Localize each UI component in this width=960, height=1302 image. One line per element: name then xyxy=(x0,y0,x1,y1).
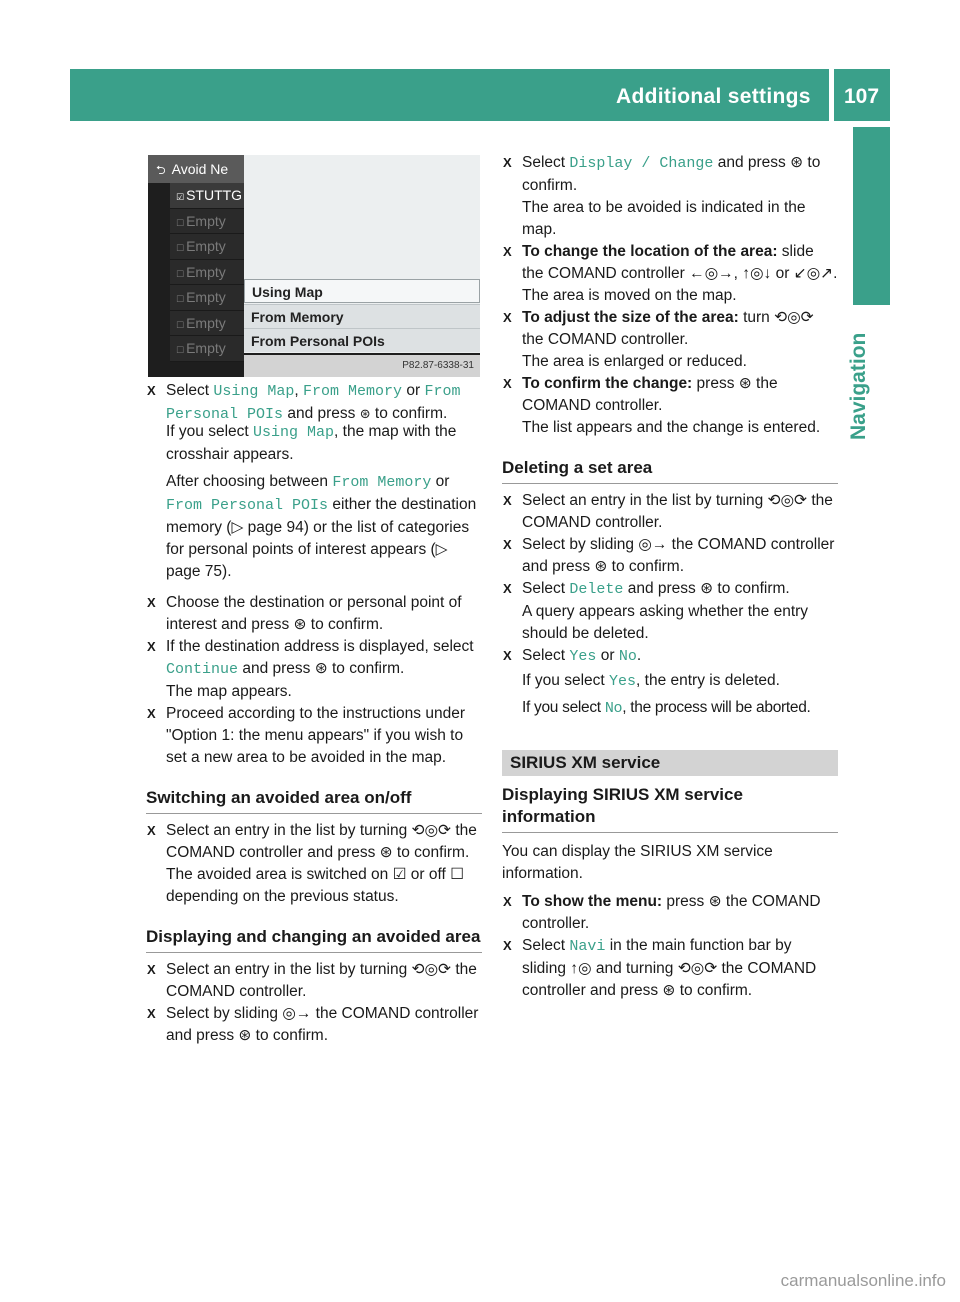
paragraph: If you select Yes, the entry is deleted. xyxy=(522,672,780,690)
image-caption: P82.87-6338-31 xyxy=(244,355,480,377)
instruction-step: X To confirm the change: press ⊛ the COMAND controller. The list appears and the change is entered. xyxy=(502,373,838,439)
instruction-step: X Select by sliding ◎→ the COMAND controller and press ⊛ to confirm. xyxy=(146,1003,482,1047)
list-item: ☐ Empty xyxy=(170,285,244,311)
instruction-step: X Select Delete and press ⊛ to confirm. A query appears asking whether the entry should be deleted. xyxy=(502,578,838,645)
paragraph: If you select Using Map, the map with the crosshair appears. xyxy=(166,423,457,463)
checkbox-icon: ☐ xyxy=(176,268,185,279)
paragraph: After choosing between From Memory or From Personal POIs either the destination memory (▷ page 94) or the list of categories for personal points of interest appears (▷ page 75). xyxy=(166,473,477,580)
page-number: 107 xyxy=(844,85,880,108)
comand-screen-image xyxy=(148,155,480,377)
checkbox-icon: ☐ xyxy=(176,217,185,228)
instruction-step: X Proceed according to the instructions under "Option 1: the menu appears" if you wish to set a new area to be avoided in the map. xyxy=(146,703,482,769)
instruction-step: X Choose the destination or personal point of interest and press ⊛ to confirm. xyxy=(146,592,482,636)
list-item: ☐ Empty xyxy=(170,234,244,260)
instruction-step: X To adjust the size of the area: turn ⟲◎⟳ the COMAND controller. The area is enlarged or reduced. xyxy=(502,307,838,373)
instruction-step: X Select an entry in the list by turning ⟲◎⟳ the COMAND controller. xyxy=(146,959,482,1003)
list-item: ☐ Empty xyxy=(170,209,244,235)
menu-item-from-personal-pois: From Personal POIs xyxy=(244,328,480,352)
page-title: Additional settings xyxy=(616,85,811,108)
list-item: ☐ Empty xyxy=(170,336,244,362)
right-column xyxy=(502,152,838,1002)
section-heading: Deleting a set area xyxy=(502,457,838,484)
list-item: ☐ Empty xyxy=(170,311,244,337)
left-column xyxy=(146,380,482,1047)
instruction-step: X Select Using Map, From Memory or From Personal POIs and press ⊛ to confirm. xyxy=(146,380,482,426)
back-icon: ⮌ xyxy=(156,163,166,177)
instruction-step: X Select an entry in the list by turning ⟲◎⟳ the COMAND controller and press ⊛ to confirm. The avoided area is switched on ☑ or off ☐ depending on the previous status. xyxy=(146,820,482,908)
section-heading: Displaying SIRIUS XM service information xyxy=(502,784,838,833)
instruction-step: X To change the location of the area: slide the COMAND controller ←◎→, ↑◎↓ or ↙◎↗. The area is moved on the map. xyxy=(502,241,838,307)
instruction-step: X Select Yes or No. xyxy=(502,645,838,668)
list-item: ☑ STUTTG xyxy=(170,183,244,209)
paragraph: If you select No, the process will be aborted. xyxy=(522,699,811,717)
instruction-step: X If the destination address is displayed, select Continue and press ⊛ to confirm. The map appears. xyxy=(146,636,482,703)
checkbox-icon: ☑ xyxy=(176,192,185,202)
section-tab xyxy=(853,127,890,305)
instruction-step: X Select Display / Change and press ⊛ to confirm. The area to be avoided is indicated in the map. xyxy=(502,152,838,241)
section-label: Navigation xyxy=(847,332,870,440)
instruction-step: X To show the menu: press ⊛ the COMAND controller. xyxy=(502,891,838,935)
section-heading: Switching an avoided area on/off xyxy=(146,787,482,814)
screen-title: Avoid Ne xyxy=(171,161,229,177)
checkbox-icon: ☐ xyxy=(176,319,185,330)
checkbox-icon: ☐ xyxy=(176,243,185,253)
header-divider xyxy=(829,69,834,121)
screen-list xyxy=(170,183,244,362)
menu-item-using-map: Using Map xyxy=(244,279,480,303)
checkbox-icon: ☐ xyxy=(176,294,185,304)
list-item: ☐ Empty xyxy=(170,260,244,286)
instruction-step: X Select Navi in the main function bar by sliding ↑◎ and turning ⟲◎⟳ the COMAND controller and press ⊛ to confirm. xyxy=(502,935,838,1002)
instruction-step: X Select by sliding ◎→ the COMAND controller and press ⊛ to confirm. xyxy=(502,534,838,578)
paragraph: You can display the SIRIUS XM service information. xyxy=(502,843,773,882)
checkbox-icon: ☐ xyxy=(176,345,185,355)
section-heading: Displaying and changing an avoided area xyxy=(146,926,482,953)
instruction-step: X Select an entry in the list by turning ⟲◎⟳ the COMAND controller. xyxy=(502,490,838,534)
section-banner: SIRIUS XM service xyxy=(502,750,838,776)
press-icon: ⊛ xyxy=(359,407,371,422)
screen-title-bar xyxy=(148,155,244,183)
menu-item-from-memory: From Memory xyxy=(244,304,480,328)
watermark: carmanualsonline.info xyxy=(780,1271,946,1290)
